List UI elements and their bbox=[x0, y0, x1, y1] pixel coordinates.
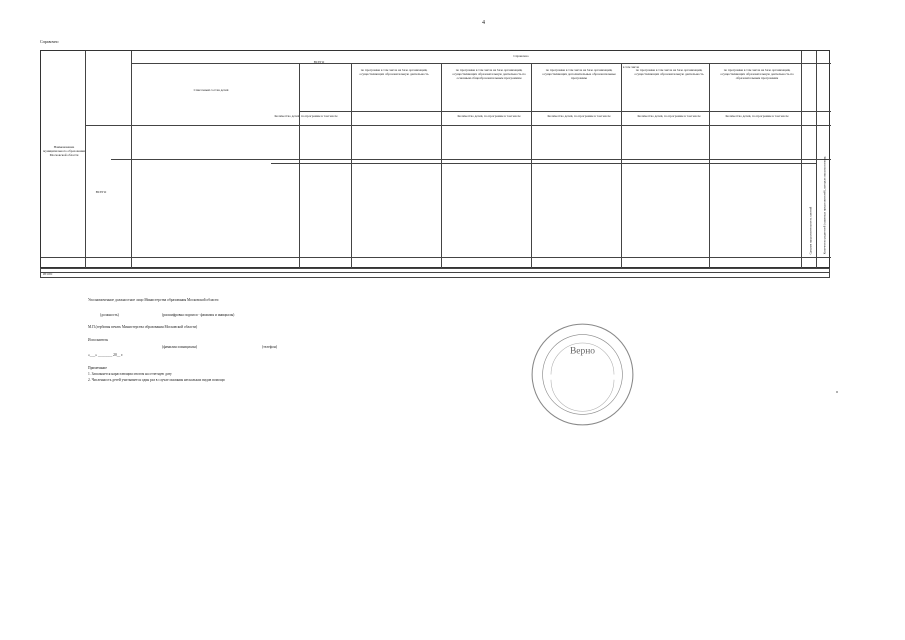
sub-header-3: Количество детей, по программе в том числе bbox=[547, 115, 611, 118]
table-top-header: Справочно bbox=[513, 55, 529, 58]
footer-note-2: 2. Численность детей учитывается один раз в случае оказания нескольких видов помощи bbox=[88, 378, 225, 382]
scan-speck bbox=[836, 391, 838, 393]
sub-header-4: Количество детей, по программе в том числе bbox=[637, 115, 701, 118]
group-header-3: по программе в том числе на базе организаций, осуществляющих дополнительные образовательные программы bbox=[542, 69, 616, 80]
report-table bbox=[40, 50, 830, 268]
group-header-1: по программе в том числе на базе организаций, осуществляющих образовательную деятельность bbox=[359, 69, 429, 76]
row-total-label: ИТОГО bbox=[43, 273, 53, 276]
footer-executor-label: Исполнитель bbox=[88, 338, 109, 342]
group-header-4: по программе в том числе на базе организаций, осуществляющих образовательную деятельность bbox=[634, 69, 704, 76]
footer-position-label: (должность) bbox=[100, 313, 119, 317]
total-data-row bbox=[40, 273, 830, 278]
children-group-header: Списочный состав детей bbox=[193, 89, 229, 92]
total2-header: ВСЕГО bbox=[313, 61, 325, 64]
group-header-2: по программе в том числе на базе организаций, осуществляющих образовательную деятельность по основным общеобразовательным программам bbox=[452, 69, 526, 80]
footer-executor-name: (фамилия и инициалы) bbox=[162, 345, 198, 349]
footer-note-1: 1. Заполняется нарастающим итогом на отчетную дату bbox=[88, 372, 172, 376]
total-header: ВСЕГО bbox=[95, 191, 107, 194]
stamp-seal bbox=[530, 322, 635, 427]
sub-header-5: Количество детей, по программе в том числе bbox=[725, 115, 789, 118]
in-that-number-label: в том числе bbox=[622, 66, 640, 69]
sub-header-2: Количество детей, по программе в том числе bbox=[457, 115, 521, 118]
sub-header-1: Количество детей, по программе в том числе bbox=[274, 115, 338, 118]
footer-executor-phone: (телефон) bbox=[262, 345, 278, 349]
table-caption: Справочно bbox=[40, 39, 59, 44]
page-number: 4 bbox=[482, 20, 485, 26]
footer-date: «___» ________ 20__ г. bbox=[88, 353, 124, 357]
footer-signature-label: (расшифровка подписи - фамилия и инициалы) bbox=[162, 313, 235, 317]
footer-line-1: Уполномоченное должностное лицо Министерства образования Московской области bbox=[88, 298, 219, 302]
footer-notes-title: Примечание bbox=[88, 366, 107, 370]
right-vertical-1: Количество родителей (законных представителей), которым оказана помощь bbox=[822, 156, 827, 255]
municipality-header: Наименование муниципального образования Московской области bbox=[43, 146, 85, 157]
group-header-5: по программе в том числе на базе организаций, осуществляющих образовательную деятельность по образовательным программам bbox=[720, 69, 794, 80]
right-vertical-2: Средняя продолжительность занятий bbox=[808, 206, 813, 255]
footer-seal-line: М.П.(гербовая печать Министерства образования Московской области) bbox=[88, 325, 198, 329]
svg-text:Верно: Верно bbox=[570, 346, 595, 357]
